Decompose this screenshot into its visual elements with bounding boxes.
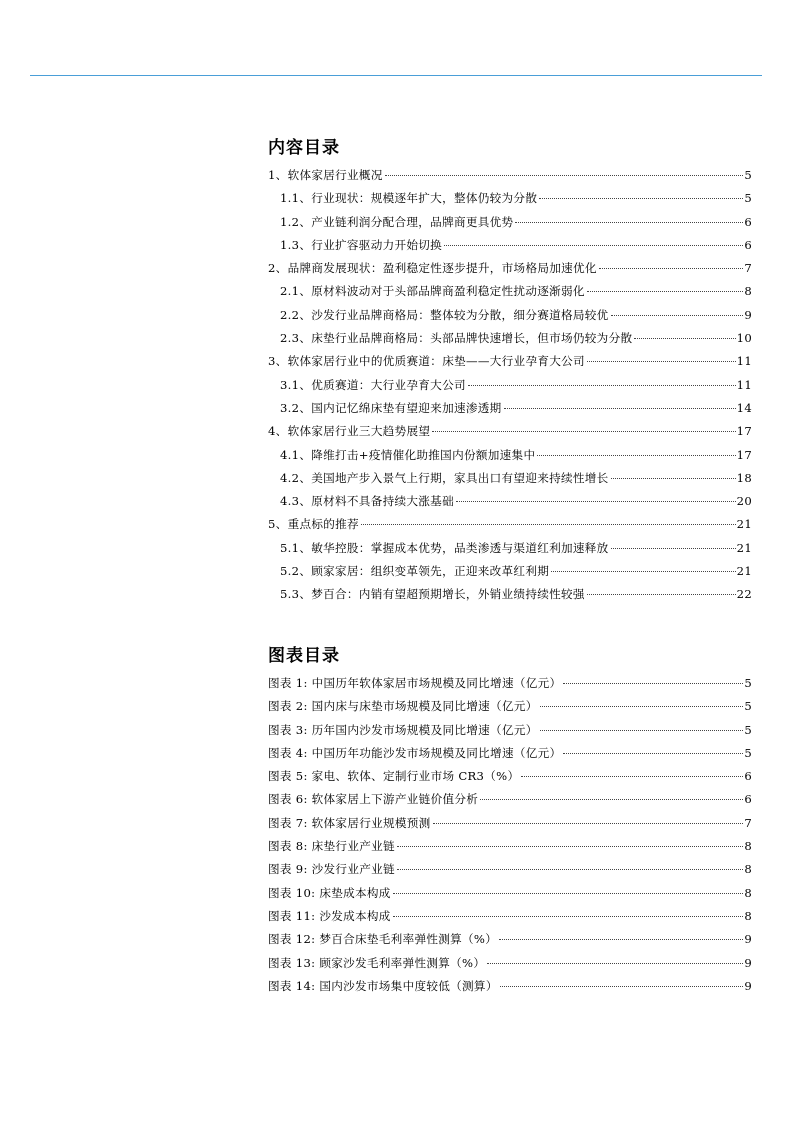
entry-label: 1.2、产业链利润分配合理，品牌商更具优势	[280, 214, 514, 229]
dot-leader	[444, 245, 743, 246]
entry-label: 3、软体家居行业中的优质赛道：床垫——大行业孕育大公司	[268, 354, 585, 369]
entry-page-number: 8	[744, 908, 752, 923]
contents-entry[interactable]	[268, 490, 752, 513]
contents-entry[interactable]	[268, 257, 752, 280]
dot-leader	[611, 478, 736, 479]
dot-leader	[456, 501, 736, 502]
contents-entry[interactable]	[268, 583, 752, 606]
entry-label: 图表 12: 梦百合床垫毛利率弹性测算（%）	[268, 932, 498, 947]
contents-entry[interactable]	[268, 187, 752, 210]
dot-leader	[397, 846, 743, 847]
contents-entry[interactable]	[268, 211, 752, 234]
dot-leader	[515, 222, 743, 223]
entry-page-number: 5	[744, 745, 752, 760]
dot-leader	[393, 916, 744, 917]
entry-page-number: 7	[744, 815, 752, 830]
entry-label: 图表 4: 中国历年功能沙发市场规模及同比增速（亿元）	[268, 745, 562, 760]
entry-label: 4.3、原材料不具备持续大涨基础	[280, 494, 454, 509]
contents-entry[interactable]	[268, 374, 752, 397]
contents-entry[interactable]	[268, 164, 752, 187]
figure-entry[interactable]	[268, 765, 752, 788]
dot-leader	[611, 315, 744, 316]
entry-label: 5.2、顾家家居：组织变革领先，正迎来改革红利期	[280, 564, 550, 579]
entry-page-number: 9	[744, 955, 752, 970]
contents-entry[interactable]	[268, 234, 752, 257]
entry-label: 图表 8: 床垫行业产业链	[268, 839, 395, 854]
dot-leader	[599, 268, 744, 269]
entry-page-number: 10	[736, 331, 752, 346]
entry-label: 图表 9: 沙发行业产业链	[268, 862, 395, 877]
entry-page-number: 14	[736, 400, 752, 415]
figure-entry[interactable]	[268, 858, 752, 881]
figure-entry[interactable]	[268, 882, 752, 905]
contents-entry[interactable]	[268, 537, 752, 560]
dot-leader	[540, 706, 744, 707]
dot-leader	[385, 175, 744, 176]
dot-leader	[539, 198, 743, 199]
figure-entry[interactable]	[268, 742, 752, 765]
entry-label: 2.3、床垫行业品牌商格局：头部品牌快速增长，但市场仍较为分散	[280, 331, 633, 346]
entry-page-number: 5	[744, 168, 752, 182]
entry-page-number: 6	[744, 769, 752, 784]
entry-page-number: 9	[744, 307, 752, 322]
figure-entry[interactable]	[268, 975, 752, 998]
entry-label: 2、品牌商发展现状：盈利稳定性逐步提升，市场格局加速优化	[268, 261, 597, 276]
contents-entry[interactable]	[268, 350, 752, 373]
entry-label: 图表 14: 国内沙发市场集中度较低（测算）	[268, 978, 498, 993]
entry-page-number: 5	[744, 676, 752, 690]
contents-entry[interactable]	[268, 467, 752, 490]
entry-label: 1.3、行业扩容驱动力开始切换	[280, 237, 443, 252]
dot-leader	[563, 753, 743, 754]
entry-page-number: 6	[744, 792, 752, 807]
dot-leader	[500, 986, 744, 987]
entry-label: 5.3、梦百合：内销有望超预期增长，外销业绩持续性较强	[280, 587, 585, 602]
contents-entry[interactable]	[268, 280, 752, 303]
dot-leader	[587, 594, 736, 595]
entry-label: 1、软体家居行业概况	[268, 168, 383, 182]
entry-page-number: 5	[744, 699, 752, 714]
dot-leader	[504, 408, 736, 409]
dot-leader	[540, 730, 744, 731]
figure-entry[interactable]	[268, 719, 752, 742]
dot-leader	[551, 571, 736, 572]
contents-heading: 内容目录	[268, 138, 340, 158]
contents-entry[interactable]	[268, 513, 752, 536]
entry-label: 图表 7: 软体家居行业规模预测	[268, 815, 431, 830]
figure-entry[interactable]	[268, 695, 752, 718]
dot-leader	[499, 939, 743, 940]
dot-leader	[587, 291, 744, 292]
figure-entry[interactable]	[268, 905, 752, 928]
entry-label: 图表 6: 软体家居上下游产业链价值分析	[268, 792, 479, 807]
figure-entry[interactable]	[268, 812, 752, 835]
entry-page-number: 6	[744, 237, 752, 252]
entry-label: 图表 3: 历年国内沙发市场规模及同比增速（亿元）	[268, 722, 538, 737]
dot-leader	[361, 524, 736, 525]
contents-entry[interactable]	[268, 560, 752, 583]
entry-page-number: 5	[744, 722, 752, 737]
entry-page-number: 11	[736, 377, 752, 392]
figure-entry[interactable]	[268, 788, 752, 811]
dot-leader	[537, 455, 735, 456]
entry-page-number: 5	[744, 191, 752, 206]
figure-entry[interactable]	[268, 928, 752, 951]
entry-label: 3.1、优质赛道：大行业孕育大公司	[280, 377, 466, 392]
dot-leader	[433, 823, 744, 824]
entry-page-number: 11	[736, 354, 752, 369]
entry-page-number: 21	[736, 564, 752, 579]
contents-entry[interactable]	[268, 304, 752, 327]
dot-leader	[397, 869, 743, 870]
entry-label: 2.2、沙发行业品牌商格局：整体较为分散，细分赛道格局较优	[280, 307, 609, 322]
contents-entry[interactable]	[268, 420, 752, 443]
entry-label: 4、软体家居行业三大趋势展望	[268, 424, 431, 439]
dot-leader	[611, 548, 736, 549]
figures-list	[268, 672, 752, 998]
entry-label: 图表 5: 家电、软体、定制行业市场 CR3（%）	[268, 769, 520, 784]
dot-leader	[393, 893, 744, 894]
contents-entry[interactable]	[268, 444, 752, 467]
entry-page-number: 8	[744, 862, 752, 877]
entry-page-number: 9	[744, 978, 752, 993]
entry-label: 图表 13: 顾家沙发毛利率弹性测算（%）	[268, 955, 486, 970]
dot-leader	[487, 963, 743, 964]
contents-entry[interactable]	[268, 397, 752, 420]
entry-label: 2.1、原材料波动对于头部品牌商盈利稳定性扰动逐渐弱化	[280, 284, 585, 299]
entry-label: 3.2、国内记忆绵床垫有望迎来加速渗透期	[280, 400, 502, 415]
entry-label: 图表 10: 床垫成本构成	[268, 885, 391, 900]
entry-label: 5、重点标的推荐	[268, 517, 359, 532]
entry-page-number: 8	[744, 284, 752, 299]
entry-label: 图表 11: 沙发成本构成	[268, 908, 391, 923]
entry-label: 4.2、美国地产步入景气上行期，家具出口有望迎来持续性增长	[280, 470, 609, 485]
header-rule	[30, 75, 762, 76]
dot-leader	[521, 776, 743, 777]
dot-leader	[480, 799, 743, 800]
entry-page-number: 7	[744, 261, 752, 276]
entry-page-number: 20	[736, 494, 752, 509]
entry-page-number: 17	[736, 447, 752, 462]
contents-list	[268, 164, 752, 607]
figure-entry[interactable]	[268, 835, 752, 858]
figures-heading: 图表目录	[268, 646, 340, 666]
entry-page-number: 8	[744, 839, 752, 854]
contents-entry[interactable]	[268, 327, 752, 350]
entry-page-number: 21	[736, 517, 752, 532]
entry-label: 图表 2: 国内床与床垫市场规模及同比增速（亿元）	[268, 699, 538, 714]
entry-page-number: 22	[736, 587, 752, 602]
dot-leader	[587, 361, 736, 362]
entry-page-number: 8	[744, 885, 752, 900]
entry-page-number: 18	[736, 470, 752, 485]
entry-label: 图表 1: 中国历年软体家居市场规模及同比增速（亿元）	[268, 676, 562, 690]
entry-label: 5.1、敏华控股：掌握成本优势，品类渗透与渠道红利加速释放	[280, 540, 609, 555]
figure-entry[interactable]	[268, 952, 752, 975]
entry-label: 4.1、降维打击+疫情催化助推国内份额加速集中	[280, 447, 536, 462]
dot-leader	[432, 431, 735, 432]
entry-page-number: 9	[744, 932, 752, 947]
dot-leader	[468, 385, 736, 386]
entry-label: 1.1、行业现状：规模逐年扩大，整体仍较为分散	[280, 191, 538, 206]
entry-page-number: 17	[736, 424, 752, 439]
entry-page-number: 6	[744, 214, 752, 229]
figure-entry[interactable]	[268, 672, 752, 695]
entry-page-number: 21	[736, 540, 752, 555]
dot-leader	[634, 338, 735, 339]
dot-leader	[563, 683, 743, 684]
